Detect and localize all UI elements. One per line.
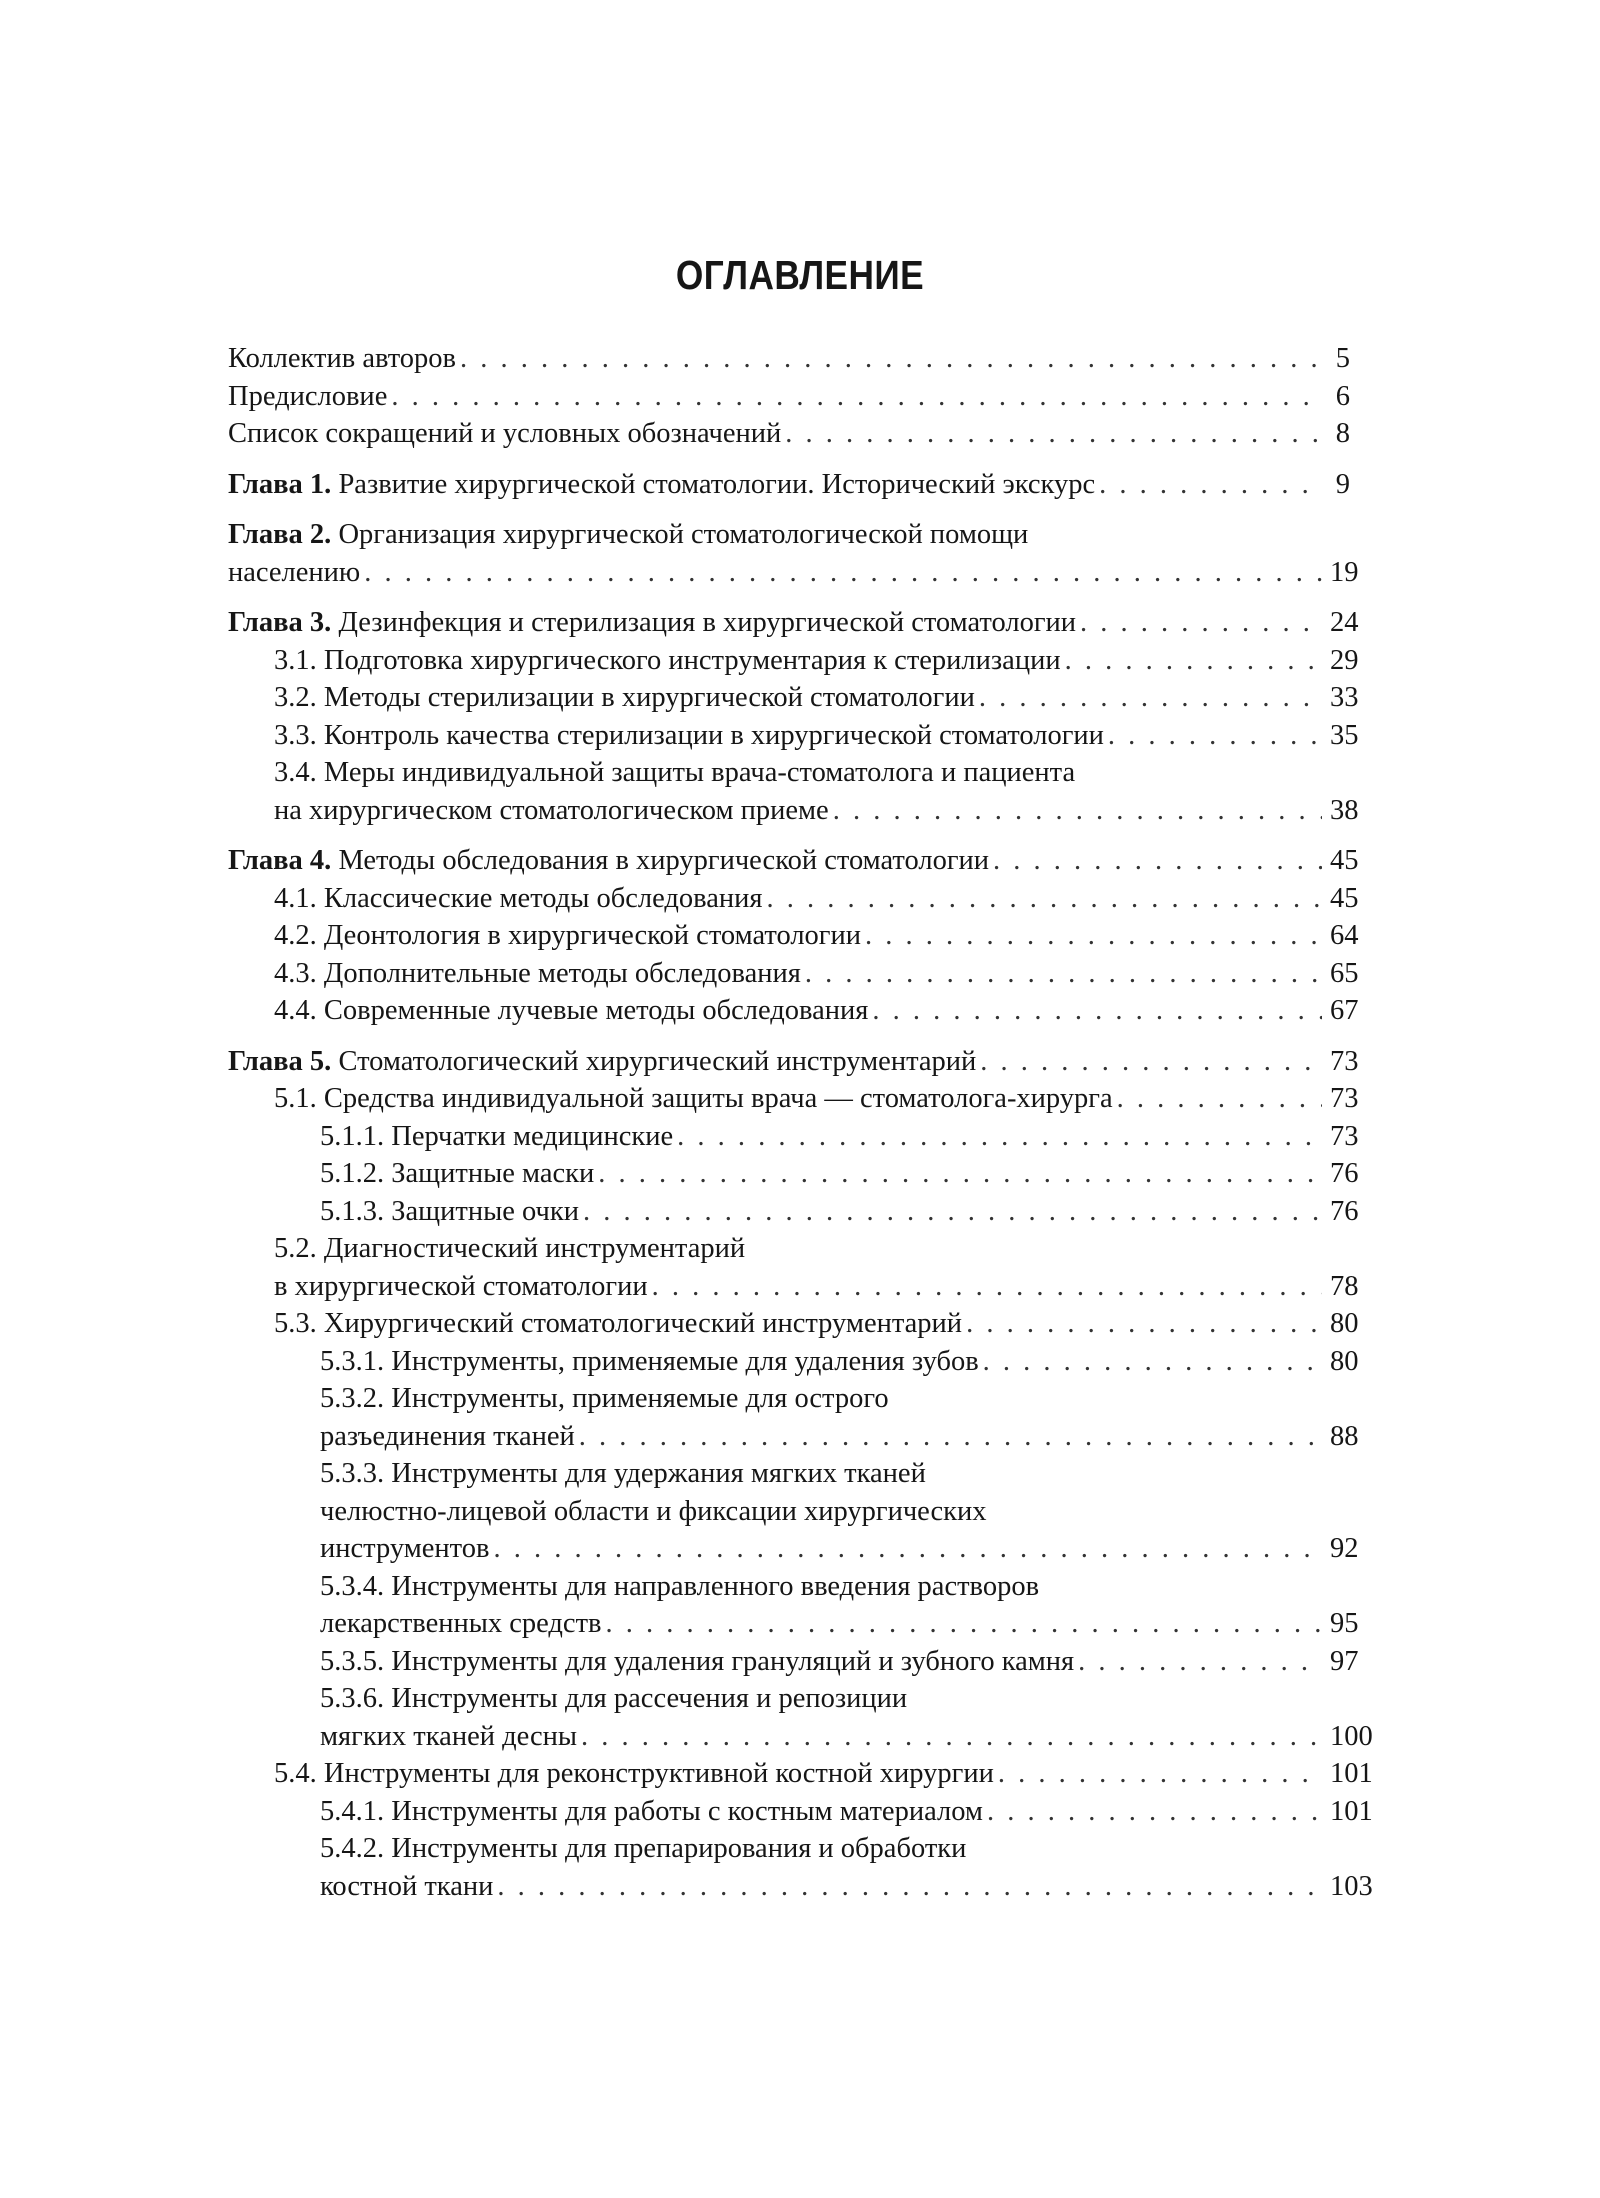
toc-entry (228, 378, 1350, 416)
toc-entry (228, 1118, 1359, 1156)
toc-entry-last-line (228, 1268, 1359, 1306)
dot-leader (979, 679, 1322, 717)
toc-entry-last-line (228, 1605, 1359, 1643)
toc-entry-last-line (228, 415, 1350, 453)
dot-leader (598, 1155, 1322, 1193)
page-number: 73 (1330, 1120, 1359, 1152)
toc-entry-title: 5.1.2. Защитные маски (320, 1158, 595, 1189)
page-number: 65 (1330, 957, 1359, 989)
toc-entry (228, 717, 1359, 755)
toc-entry (228, 1643, 1359, 1681)
page-number: 9 (1335, 468, 1350, 500)
toc-entry-title: 5.3.4. Инструменты для направленного введения растворов (320, 1570, 1040, 1602)
toc-entry (228, 516, 1359, 591)
toc-entry-title: 5.4. Инструменты для реконструктивной костной хирургии (274, 1758, 994, 1789)
toc-entry-title: 5.1.1. Перчатки медицинские (320, 1120, 674, 1152)
page-number: 6 (1335, 380, 1350, 412)
dot-leader (865, 917, 1322, 955)
page-number: 100 (1330, 1720, 1373, 1752)
dot-leader (983, 1343, 1322, 1381)
toc-entry (228, 1343, 1359, 1381)
toc-entry-last-line (228, 554, 1359, 592)
page-number: 95 (1330, 1608, 1359, 1639)
toc-entry (228, 1830, 1373, 1905)
toc-entry-line (228, 1455, 1350, 1493)
toc-entry-title: 4.3. Дополнительные методы обследования (274, 957, 801, 989)
chapter-label: Глава 3. (228, 607, 332, 638)
toc-entry (228, 754, 1359, 829)
page-number: 73 (1330, 1045, 1359, 1077)
toc-entry-title: Предисловие (228, 380, 388, 412)
page-number: 73 (1330, 1083, 1359, 1114)
dot-leader (766, 880, 1322, 918)
toc-entry-last-line (228, 679, 1359, 717)
toc-entry-last-line (228, 992, 1359, 1030)
toc-entry (228, 1155, 1359, 1193)
toc-entry (228, 992, 1359, 1030)
dot-leader (583, 1193, 1322, 1231)
chapter-label: Глава 5. (228, 1045, 332, 1077)
toc-entry-last-line (228, 717, 1359, 755)
toc-entry-last-line (228, 1155, 1359, 1193)
toc-entry-title: 3.2. Методы стерилизации в хирургической стоматологии (274, 682, 975, 713)
dot-leader (460, 340, 1322, 378)
toc-entry-title: 5.3.1. Инструменты, применяемые для удаления зубов (320, 1345, 979, 1377)
dot-leader (1080, 604, 1322, 642)
page-number: 103 (1330, 1870, 1373, 1902)
toc-entry (228, 880, 1359, 918)
toc-entry-title: Дезинфекция и стерилизация в хирургической стоматологии (338, 607, 1077, 638)
page-number: 76 (1330, 1158, 1359, 1189)
page-number: 64 (1330, 920, 1359, 951)
dot-leader (987, 1793, 1322, 1831)
page-number: 78 (1330, 1270, 1359, 1302)
toc-entry-title: челюстно-лицевой области и фиксации хирургических (320, 1495, 987, 1527)
toc-entry (228, 1193, 1359, 1231)
toc-entry (228, 1043, 1359, 1081)
toc-entry-line (228, 1380, 1350, 1418)
toc-entry-last-line (228, 466, 1350, 504)
toc-entry-line (228, 754, 1350, 792)
page-number: 35 (1330, 719, 1359, 751)
toc-entry-last-line (228, 642, 1359, 680)
chapter-label: Глава 1. (228, 468, 332, 500)
toc-entry-title: населению (228, 556, 361, 588)
toc-entry-line (228, 1230, 1350, 1268)
dot-leader (998, 1755, 1322, 1793)
toc-entry-title: разъединения тканей (320, 1420, 575, 1452)
dot-leader (579, 1418, 1322, 1456)
page-number: 92 (1330, 1533, 1359, 1564)
toc-entry-title: мягких тканей десны (320, 1720, 578, 1752)
toc-entry-title: 5.1. Средства индивидуальной защиты врача — стоматолога-хирурга (274, 1083, 1113, 1114)
dot-leader (993, 842, 1322, 880)
toc-entry (228, 1568, 1359, 1643)
page-number: 80 (1330, 1308, 1359, 1339)
toc-entry-title: Стоматологический хирургический инструментарий (338, 1045, 977, 1077)
toc-entry-last-line (228, 1418, 1359, 1456)
chapter-label: Глава 4. (228, 845, 332, 876)
toc-entry-line (228, 516, 1350, 554)
toc-entry-line (228, 1493, 1350, 1531)
toc-entry (228, 1230, 1359, 1305)
toc-entry-title: 5.3.5. Инструменты для удаления грануляций и зубного камня (320, 1645, 1075, 1677)
page-number: 101 (1330, 1758, 1373, 1789)
toc-entry-title: 4.1. Классические методы обследования (274, 882, 763, 914)
page-number: 88 (1330, 1420, 1359, 1452)
toc-entry-title: Развитие хирургической стоматологии. Исторический экскурс (338, 468, 1096, 500)
toc-entry-last-line (228, 1718, 1373, 1756)
toc-entry (228, 1455, 1359, 1568)
toc-entry-last-line (228, 955, 1359, 993)
toc-entry (228, 466, 1350, 504)
toc-entry-title: Методы обследования в хирургической стоматологии (338, 845, 990, 876)
toc-entry-last-line (228, 378, 1350, 416)
toc-entry (228, 917, 1359, 955)
toc-entry-title: 5.3.6. Инструменты для рассечения и репозиции (320, 1683, 908, 1714)
dot-leader (1108, 717, 1322, 755)
dot-leader (581, 1718, 1322, 1756)
toc-entry-title: 5.3.2. Инструменты, применяемые для острого (320, 1383, 889, 1414)
toc-entry-title: 5.1.3. Защитные очки (320, 1195, 579, 1227)
toc-entry-last-line (228, 1305, 1359, 1343)
toc-entry-title: 5.4.2. Инструменты для препарирования и обработки (320, 1833, 967, 1864)
toc-entry (228, 1793, 1373, 1831)
page-number: 29 (1330, 644, 1359, 676)
page-number: 45 (1330, 882, 1359, 914)
page-number: 80 (1330, 1345, 1359, 1377)
page-number: 38 (1330, 794, 1359, 826)
dot-leader (1099, 466, 1322, 504)
toc-entry (228, 1755, 1373, 1793)
page-number: 67 (1330, 995, 1359, 1026)
toc-entry (228, 340, 1350, 378)
toc-entry (228, 679, 1359, 717)
page-number: 5 (1335, 343, 1350, 374)
toc-entry-title: 3.4. Меры индивидуальной защиты врача-стоматолога и пациента (274, 757, 1076, 788)
toc-entry-title: костной ткани (320, 1870, 494, 1902)
dot-leader (497, 1868, 1322, 1906)
toc-entry-title: 4.2. Деонтология в хирургической стоматологии (274, 920, 861, 951)
dot-leader (872, 992, 1322, 1030)
dot-leader (1117, 1080, 1322, 1118)
page-number: 101 (1330, 1795, 1373, 1827)
toc-entry-title: 3.3. Контроль качества стерилизации в хирургической стоматологии (274, 719, 1104, 751)
toc-entry (228, 955, 1359, 993)
toc-entry-line (228, 1568, 1350, 1606)
toc-entry-title: Коллектив авторов (228, 343, 456, 374)
page-number: 33 (1330, 682, 1359, 713)
toc-entry-title: в хирургической стоматологии (274, 1270, 648, 1302)
toc-entry-last-line (228, 1530, 1359, 1568)
dot-leader (606, 1605, 1323, 1643)
toc-entry (228, 1080, 1359, 1118)
toc-entry-line (228, 1830, 1350, 1868)
page-number: 19 (1330, 556, 1359, 588)
toc-entry-last-line (228, 1043, 1359, 1081)
table-of-contents (228, 340, 1373, 1905)
toc-entry-last-line (228, 880, 1359, 918)
toc-entry-last-line (228, 340, 1350, 378)
dot-leader (785, 415, 1322, 453)
toc-entry-title: Список сокращений и условных обозначений (228, 418, 782, 449)
toc-entry-title: 5.2. Диагностический инструментарий (274, 1233, 746, 1264)
toc-entry-title: 3.1. Подготовка хирургического инструментария к стерилизации (274, 644, 1061, 676)
toc-entry-last-line (228, 1118, 1359, 1156)
toc-entry-title: Организация хирургической стоматологической помощи (338, 519, 1029, 550)
page-number: 8 (1335, 418, 1350, 449)
page-number: 45 (1330, 845, 1359, 876)
toc-entry-title: 5.3. Хирургический стоматологический инструментарий (274, 1308, 963, 1339)
dot-leader (391, 378, 1322, 416)
toc-entry (228, 1680, 1373, 1755)
toc-entry (228, 842, 1359, 880)
page-number: 76 (1330, 1195, 1359, 1227)
toc-entry-title: 5.3.3. Инструменты для удержания мягких тканей (320, 1458, 926, 1489)
toc-entry (228, 604, 1359, 642)
page-number: 24 (1330, 607, 1359, 638)
toc-entry-title: лекарственных средств (320, 1608, 602, 1639)
toc-entry-last-line (228, 1193, 1359, 1231)
toc-entry (228, 642, 1359, 680)
page-title: ОГЛАВЛЕНИЕ (675, 252, 925, 298)
dot-leader (364, 554, 1322, 592)
toc-entry-last-line (228, 842, 1359, 880)
toc-entry-last-line (228, 604, 1359, 642)
toc-entry-last-line (228, 1643, 1359, 1681)
dot-leader (980, 1043, 1322, 1081)
dot-leader (652, 1268, 1322, 1306)
chapter-label: Глава 2. (228, 519, 332, 550)
toc-entry-last-line (228, 792, 1359, 830)
dot-leader (1078, 1643, 1322, 1681)
dot-leader (677, 1118, 1322, 1156)
toc-entry (228, 415, 1350, 453)
toc-entry-last-line (228, 1755, 1373, 1793)
dot-leader (493, 1530, 1322, 1568)
toc-entry-last-line (228, 917, 1359, 955)
toc-entry (228, 1380, 1359, 1455)
toc-entry-last-line (228, 1080, 1359, 1118)
page-number: 97 (1330, 1645, 1359, 1677)
dot-leader (1065, 642, 1322, 680)
toc-entry-last-line (228, 1868, 1373, 1906)
dot-leader (833, 792, 1322, 830)
toc-entry-title: на хирургическом стоматологическом приеме (274, 794, 829, 826)
toc-entry-last-line (228, 1793, 1373, 1831)
toc-entry-title: 5.4.1. Инструменты для работы с костным материалом (320, 1795, 983, 1827)
toc-entry-line (228, 1680, 1350, 1718)
toc-entry-title: инструментов (320, 1533, 490, 1564)
dot-leader (966, 1305, 1322, 1343)
toc-entry (228, 1305, 1359, 1343)
toc-entry-last-line (228, 1343, 1359, 1381)
dot-leader (805, 955, 1322, 993)
toc-entry-title: 4.4. Современные лучевые методы обследования (274, 995, 869, 1026)
